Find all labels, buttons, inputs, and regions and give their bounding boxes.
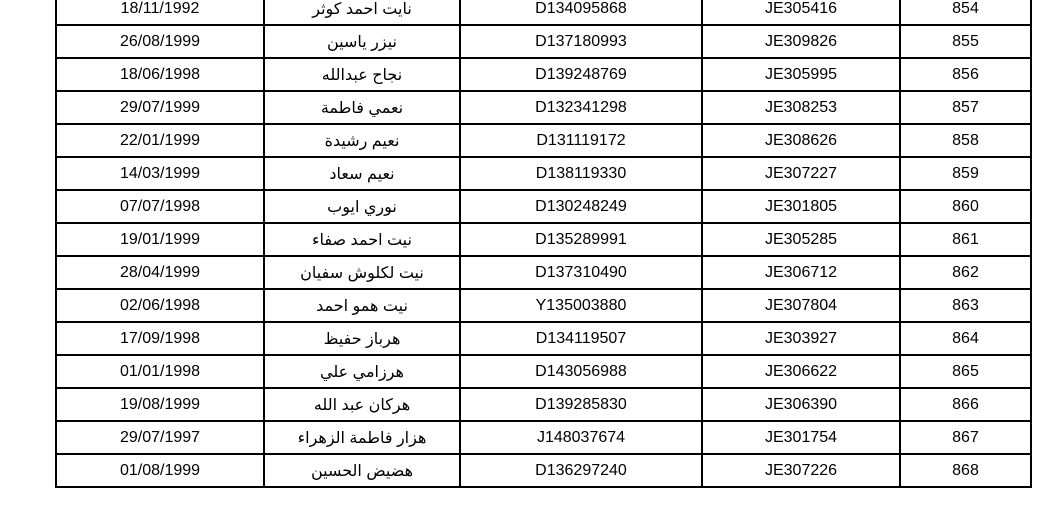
records-table: [55, 0, 1032, 488]
birth-date-cell: 14/03/1999: [56, 157, 264, 190]
table-row: [56, 58, 1031, 91]
row-number-cell: 864: [900, 322, 1031, 355]
table-row: [56, 190, 1031, 223]
full-name-cell: نعمي فاطمة: [264, 91, 460, 124]
full-name-cell: نيت لكلوش سفيان: [264, 256, 460, 289]
birth-date-cell: 22/01/1999: [56, 124, 264, 157]
table-row: [56, 388, 1031, 421]
registration-code-cell: JE305285: [702, 223, 900, 256]
table-row: [56, 25, 1031, 58]
registration-code-cell: JE308626: [702, 124, 900, 157]
row-number-cell: 854: [900, 0, 1031, 25]
full-name-cell: هرباز حفيظ: [264, 322, 460, 355]
id-number-cell: J148037674: [460, 421, 702, 454]
registration-code-cell: JE306622: [702, 355, 900, 388]
id-number-cell: D135289991: [460, 223, 702, 256]
birth-date-cell: 17/09/1998: [56, 322, 264, 355]
full-name-cell: نعيم سعاد: [264, 157, 460, 190]
id-number-cell: D134119507: [460, 322, 702, 355]
table-row: [56, 91, 1031, 124]
registration-code-cell: JE301754: [702, 421, 900, 454]
row-number-cell: 863: [900, 289, 1031, 322]
full-name-cell: هرزامي علي: [264, 355, 460, 388]
registration-code-cell: JE306712: [702, 256, 900, 289]
table-row: [56, 355, 1031, 388]
registration-code-cell: JE307804: [702, 289, 900, 322]
row-number-cell: 865: [900, 355, 1031, 388]
full-name-cell: نعيم رشيدة: [264, 124, 460, 157]
full-name-cell: نيت احمد صفاء: [264, 223, 460, 256]
birth-date-cell: 18/06/1998: [56, 58, 264, 91]
row-number-cell: 867: [900, 421, 1031, 454]
table-row: [56, 322, 1031, 355]
id-number-cell: D138119330: [460, 157, 702, 190]
row-number-cell: 855: [900, 25, 1031, 58]
birth-date-cell: 29/07/1997: [56, 421, 264, 454]
row-number-cell: 866: [900, 388, 1031, 421]
table-row: [56, 157, 1031, 190]
registration-code-cell: JE301805: [702, 190, 900, 223]
id-number-cell: D139248769: [460, 58, 702, 91]
full-name-cell: هضيض الحسين: [264, 454, 460, 487]
full-name-cell: نوري ايوب: [264, 190, 460, 223]
id-number-cell: D137180993: [460, 25, 702, 58]
row-number-cell: 861: [900, 223, 1031, 256]
id-number-cell: D143056988: [460, 355, 702, 388]
full-name-cell: نجاح عبدالله: [264, 58, 460, 91]
table-row: [56, 454, 1031, 487]
id-number-cell: D137310490: [460, 256, 702, 289]
row-number-cell: 859: [900, 157, 1031, 190]
table-row: [56, 421, 1031, 454]
registration-code-cell: JE305995: [702, 58, 900, 91]
registration-code-cell: JE307227: [702, 157, 900, 190]
id-number-cell: D136297240: [460, 454, 702, 487]
birth-date-cell: 02/06/1998: [56, 289, 264, 322]
row-number-cell: 856: [900, 58, 1031, 91]
birth-date-cell: 01/08/1999: [56, 454, 264, 487]
row-number-cell: 858: [900, 124, 1031, 157]
row-number-cell: 868: [900, 454, 1031, 487]
table-row: [56, 0, 1031, 25]
id-number-cell: D132341298: [460, 91, 702, 124]
table-row: [56, 223, 1031, 256]
birth-date-cell: 26/08/1999: [56, 25, 264, 58]
full-name-cell: هركان عبد الله: [264, 388, 460, 421]
birth-date-cell: 01/01/1998: [56, 355, 264, 388]
birth-date-cell: 28/04/1999: [56, 256, 264, 289]
table-row: [56, 124, 1031, 157]
registration-code-cell: JE306390: [702, 388, 900, 421]
birth-date-cell: 29/07/1999: [56, 91, 264, 124]
id-number-cell: Y135003880: [460, 289, 702, 322]
id-number-cell: D134095868: [460, 0, 702, 25]
id-number-cell: D139285830: [460, 388, 702, 421]
registration-code-cell: JE303927: [702, 322, 900, 355]
row-number-cell: 860: [900, 190, 1031, 223]
row-number-cell: 862: [900, 256, 1031, 289]
full-name-cell: هزار فاطمة الزهراء: [264, 421, 460, 454]
registration-code-cell: JE305416: [702, 0, 900, 25]
birth-date-cell: 19/08/1999: [56, 388, 264, 421]
id-number-cell: D130248249: [460, 190, 702, 223]
registration-code-cell: JE308253: [702, 91, 900, 124]
registration-code-cell: JE307226: [702, 454, 900, 487]
birth-date-cell: 07/07/1998: [56, 190, 264, 223]
registration-code-cell: JE309826: [702, 25, 900, 58]
full-name-cell: نيت همو احمد: [264, 289, 460, 322]
table-row: [56, 289, 1031, 322]
row-number-cell: 857: [900, 91, 1031, 124]
table-row: [56, 256, 1031, 289]
birth-date-cell: 19/01/1999: [56, 223, 264, 256]
birth-date-cell: 18/11/1992: [56, 0, 264, 25]
id-number-cell: D131119172: [460, 124, 702, 157]
records-table-body: [56, 0, 1031, 487]
full-name-cell: نايت احمد كوثر: [264, 0, 460, 25]
full-name-cell: نيزر ياسين: [264, 25, 460, 58]
